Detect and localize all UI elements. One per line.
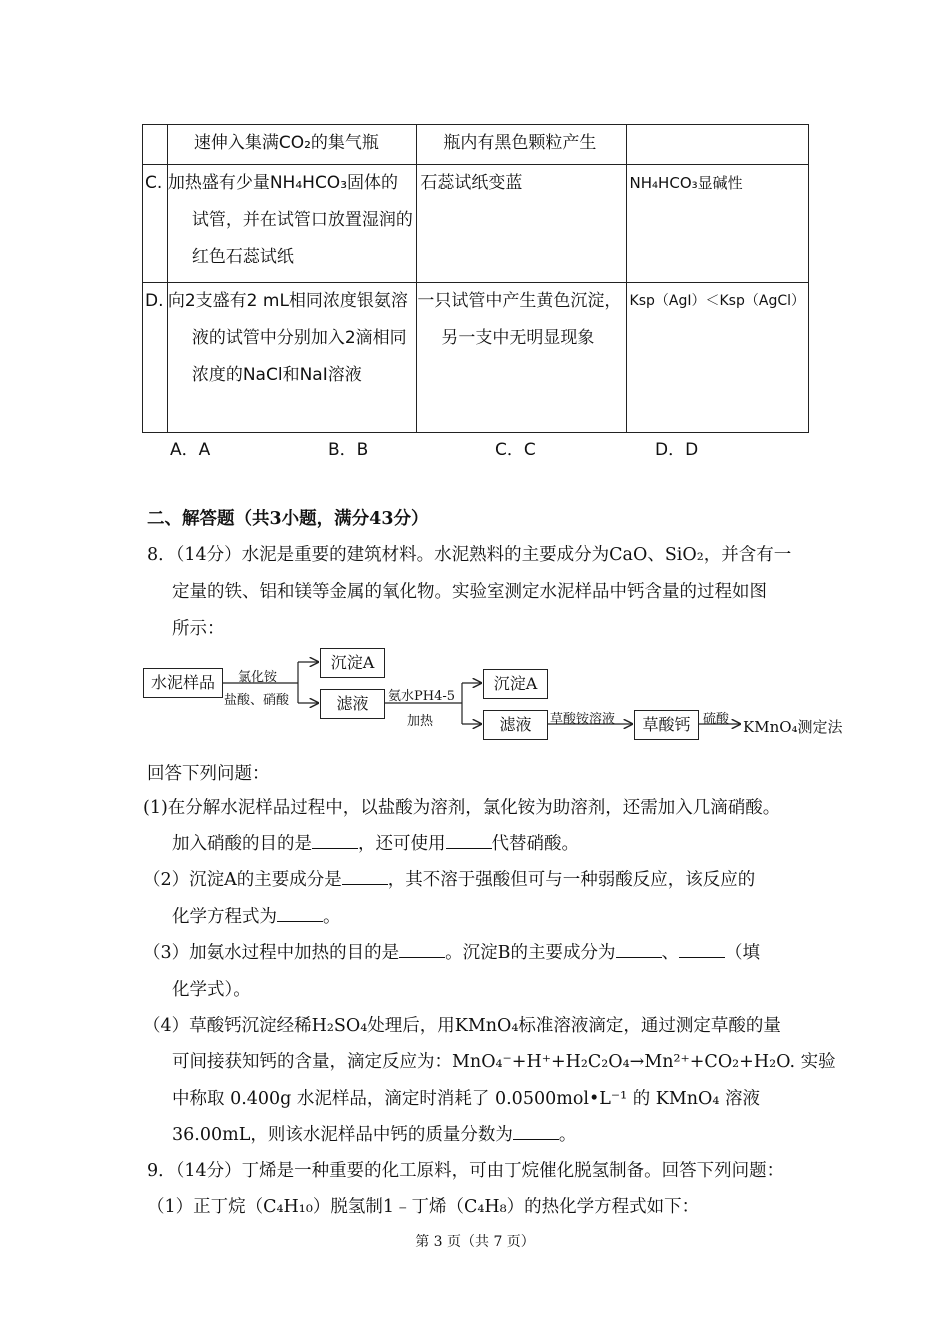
choice-a: A．A — [170, 440, 211, 460]
conclusion-cell: NH₄HCO₃显碱性 — [626, 165, 808, 283]
q8-part1-line2: 加入硝酸的目的是 ，还可使用 代替硝酸。 — [172, 834, 579, 854]
phenomenon-cell: 一只试管中产生黄色沉淀，另一支中无明显现象 — [417, 283, 626, 433]
sample-box: 水泥样品 — [143, 668, 223, 698]
arrow1-top-label: 氯化铵 — [238, 670, 278, 685]
row-label: C. — [143, 165, 168, 283]
phenomenon-cell: 瓶内有黑色颗粒产生 — [417, 125, 626, 165]
filtrate-box: 滤液 — [320, 689, 385, 719]
q8-part4-line2: 可间接获知钙的含量，滴定反应为：MnO₄⁻+H⁺+H₂C₂O₄→Mn²⁺+CO₂+H₂O. 实验 — [172, 1052, 836, 1072]
q8-part4-line3: 中称取 0.400g 水泥样品，滴定时消耗了 0.0500mol•L⁻¹ 的 KMnO₄ 溶液 — [172, 1089, 760, 1109]
operation-cell: 速伸入集满CO₂的集气瓶 — [167, 125, 417, 165]
filtrate2-box: 滤液 — [483, 710, 548, 740]
operation-cell: 加热盛有少量NH₄HCO₃固体的试管，并在试管口放置湿润的红色石蕊试纸 — [167, 165, 417, 283]
arrow4-top-label: 硫酸 — [703, 712, 730, 727]
q9-line-1: 9．（14分）丁烯是一种重要的化工原料，可由丁烷催化脱氢制备。回答下列问题： — [147, 1161, 785, 1181]
arrow1-bottom-label: 盐酸、硝酸 — [224, 693, 290, 708]
arrow2-bottom-label: 加热 — [407, 714, 434, 729]
arrow3-top-label: 草酸铵溶液 — [550, 712, 616, 727]
q8-part2-line2: 化学方程式为 。 — [172, 907, 341, 927]
q8-part1-line1: (1)在分解水泥样品过程中，以盐酸为溶剂，氯化铵为助溶剂，还需加入几滴硝酸。 — [143, 798, 781, 818]
row-label: D. — [143, 283, 168, 433]
choice-b: B．B — [328, 440, 369, 460]
q8-line-1: 8．（14分）水泥是重要的建筑材料。水泥熟料的主要成分为CaO、SiO₂，并含有一 — [147, 545, 792, 565]
kmno4-method-label: KMnO₄测定法 — [743, 718, 843, 736]
q8-part4-line1: （4）草酸钙沉淀经稀H₂SO₄处理后，用KMnO₄标准溶液滴定，通过测定草酸的量 — [143, 1016, 781, 1036]
choice-c: C．C — [495, 440, 536, 460]
conclusion-cell: Ksp（AgI）＜Ksp（AgCl） — [626, 283, 808, 433]
q8-part4-line4: 36.00mL，则该水泥样品中钙的质量分数为 。 — [172, 1125, 577, 1145]
q8-part2-line1: （2）沉淀A的主要成分是 ，其不溶于强酸但可与一种弱酸反应，该反应的 — [143, 870, 756, 890]
page-footer: 第 3 页（共 7 页） — [415, 1234, 535, 1250]
q8-line-2: 定量的铁、铝和镁等金属的氧化物。实验室测定水泥样品中钙含量的过程如图 — [172, 582, 767, 602]
q9-line-2: （1）正丁烷（C₄H₁₀）脱氢制1﹣丁烯（C₄H₈）的热化学方程式如下： — [147, 1197, 700, 1217]
q8-part3-line1: （3）加氨水过程中加热的目的是 。沉淀B的主要成分为 、 （填 — [143, 943, 761, 963]
precipitate-a2-box: 沉淀A — [483, 669, 548, 699]
choice-d: D．D — [655, 440, 699, 460]
q8-line-3: 所示： — [172, 619, 225, 639]
calcium-oxalate-box: 草酸钙 — [634, 710, 699, 740]
operation-cell: 向2支盛有2 mL相同浓度银氨溶液的试管中分别加入2滴相同浓度的NaCl和NaI溶液 — [167, 283, 417, 433]
phenomenon-cell: 石蕊试纸变蓝 — [417, 165, 626, 283]
answer-prompt: 回答下列问题： — [147, 764, 270, 784]
q8-part3-line2: 化学式）。 — [172, 980, 251, 1000]
precipitate-a-box: 沉淀A — [320, 648, 385, 678]
section-title: 二、解答题（共3小题，满分43分） — [147, 509, 429, 529]
arrow2-top-label: 氨水PH4-5 — [388, 689, 456, 704]
